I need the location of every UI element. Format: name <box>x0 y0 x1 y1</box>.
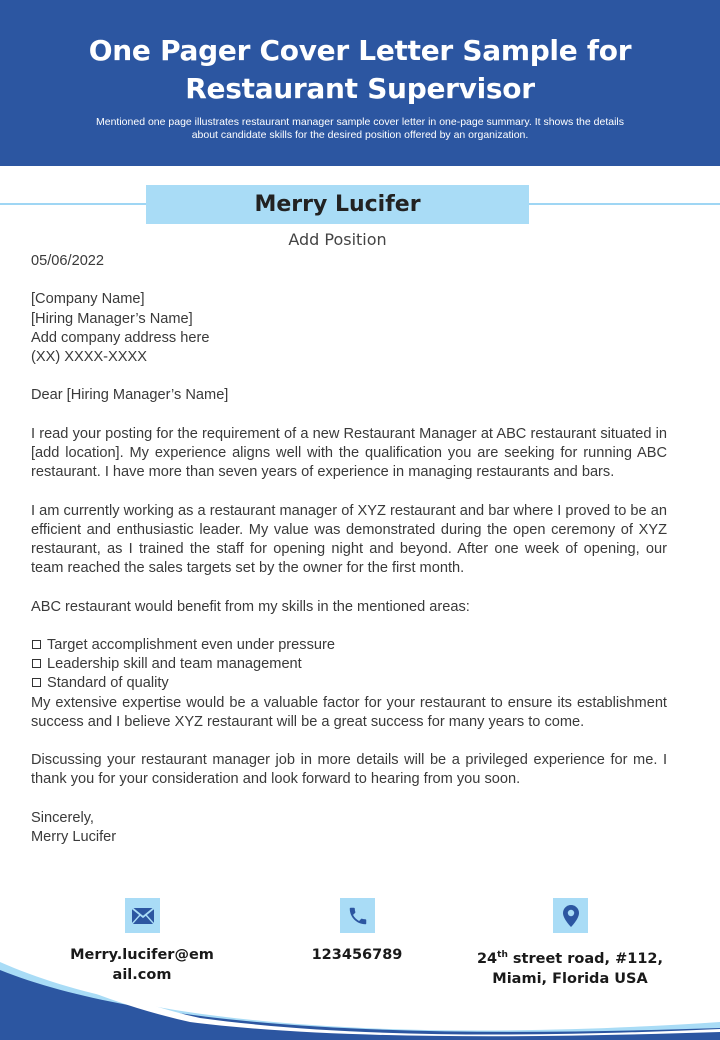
signature: Merry Lucifer <box>31 828 117 845</box>
candidate-name: Merry Lucifer <box>146 185 529 224</box>
address-line: [Company Name] <box>31 291 145 308</box>
paragraph-3: My extensive expertise would be a valuable factor for your restaurant to ensure its establishment success and I believe XYZ restaurant will be a great success for many years to come. <box>31 694 667 730</box>
salutation: Dear [Hiring Manager’s Name] <box>31 387 229 404</box>
skill-label: Target accomplishment even under pressure <box>47 636 335 653</box>
phone-icon <box>340 898 375 933</box>
skill-item <box>31 674 667 693</box>
skill-item <box>31 636 667 655</box>
address-line: [Hiring Manager’s Name] <box>31 310 193 327</box>
address-city: Miami, Florida USA <box>492 970 648 987</box>
title-line-1: One Pager Cover Letter Sample for <box>88 34 632 67</box>
paragraph-4: Discussing your restaurant manager job in more details will be a privileged experience for me. I thank you for your consideration and look forward to hearing from you soon. <box>31 752 667 788</box>
contact-phone[interactable]: 123456789 <box>311 947 403 963</box>
checkbox-icon <box>32 659 41 668</box>
skill-label: Standard of quality <box>47 675 169 692</box>
candidate-position: Add Position <box>288 230 387 249</box>
skill-label: Leadership skill and team management <box>47 656 302 673</box>
address-number: 24 <box>476 950 498 967</box>
email-line-1: Merry.lucifer@em <box>70 947 214 963</box>
checkbox-icon <box>32 640 41 649</box>
letter-body <box>31 252 667 847</box>
header-banner <box>0 0 720 166</box>
address-ordinal: th <box>497 950 508 960</box>
page-subtitle <box>50 116 670 142</box>
email-line-2: ail.com <box>112 967 172 983</box>
address-line: (XX) XXXX-XXXX <box>31 349 147 365</box>
skill-item <box>31 655 667 674</box>
subtitle-line-1: Mentioned one page illustrates restaurant manager sample cover letter in one-page summary. It shows the details <box>96 116 624 128</box>
paragraph-2: I am currently working as a restaurant manager of XYZ restaurant and bar where I proved to be an efficient and enthusiastic leader. My value was demonstrated during the open ceremony of XYZ restaurant, as I trained the staff for opening night and beyond. After one week of opening, our team reached the sales targets set by the owner for the first month. <box>31 502 667 577</box>
envelope-icon <box>125 898 160 933</box>
page-title <box>0 0 720 108</box>
contact-address <box>470 945 670 989</box>
contact-email[interactable] <box>62 945 222 985</box>
location-pin-icon <box>553 898 588 933</box>
letter-date: 05/06/2022 <box>31 253 105 269</box>
title-line-2: Restaurant Supervisor <box>185 72 535 105</box>
closing: Sincerely, <box>31 809 94 826</box>
paragraph-1: I read your posting for the requirement of a new Restaurant Manager at ABC restaurant situated in [add location]. My experience aligns well with the qualification you are seeking for running ABC restaurant. I have more than seven years of experience in managing restaurants and bars. <box>31 425 667 481</box>
subtitle-line-2: about candidate skills for the desired position offered by an organization. <box>191 129 529 141</box>
address-street: street road, #112, <box>507 950 664 967</box>
checkbox-icon <box>32 678 41 687</box>
skills-intro: ABC restaurant would benefit from my skills in the mentioned areas: <box>31 598 470 615</box>
address-line: Add company address here <box>31 329 210 346</box>
